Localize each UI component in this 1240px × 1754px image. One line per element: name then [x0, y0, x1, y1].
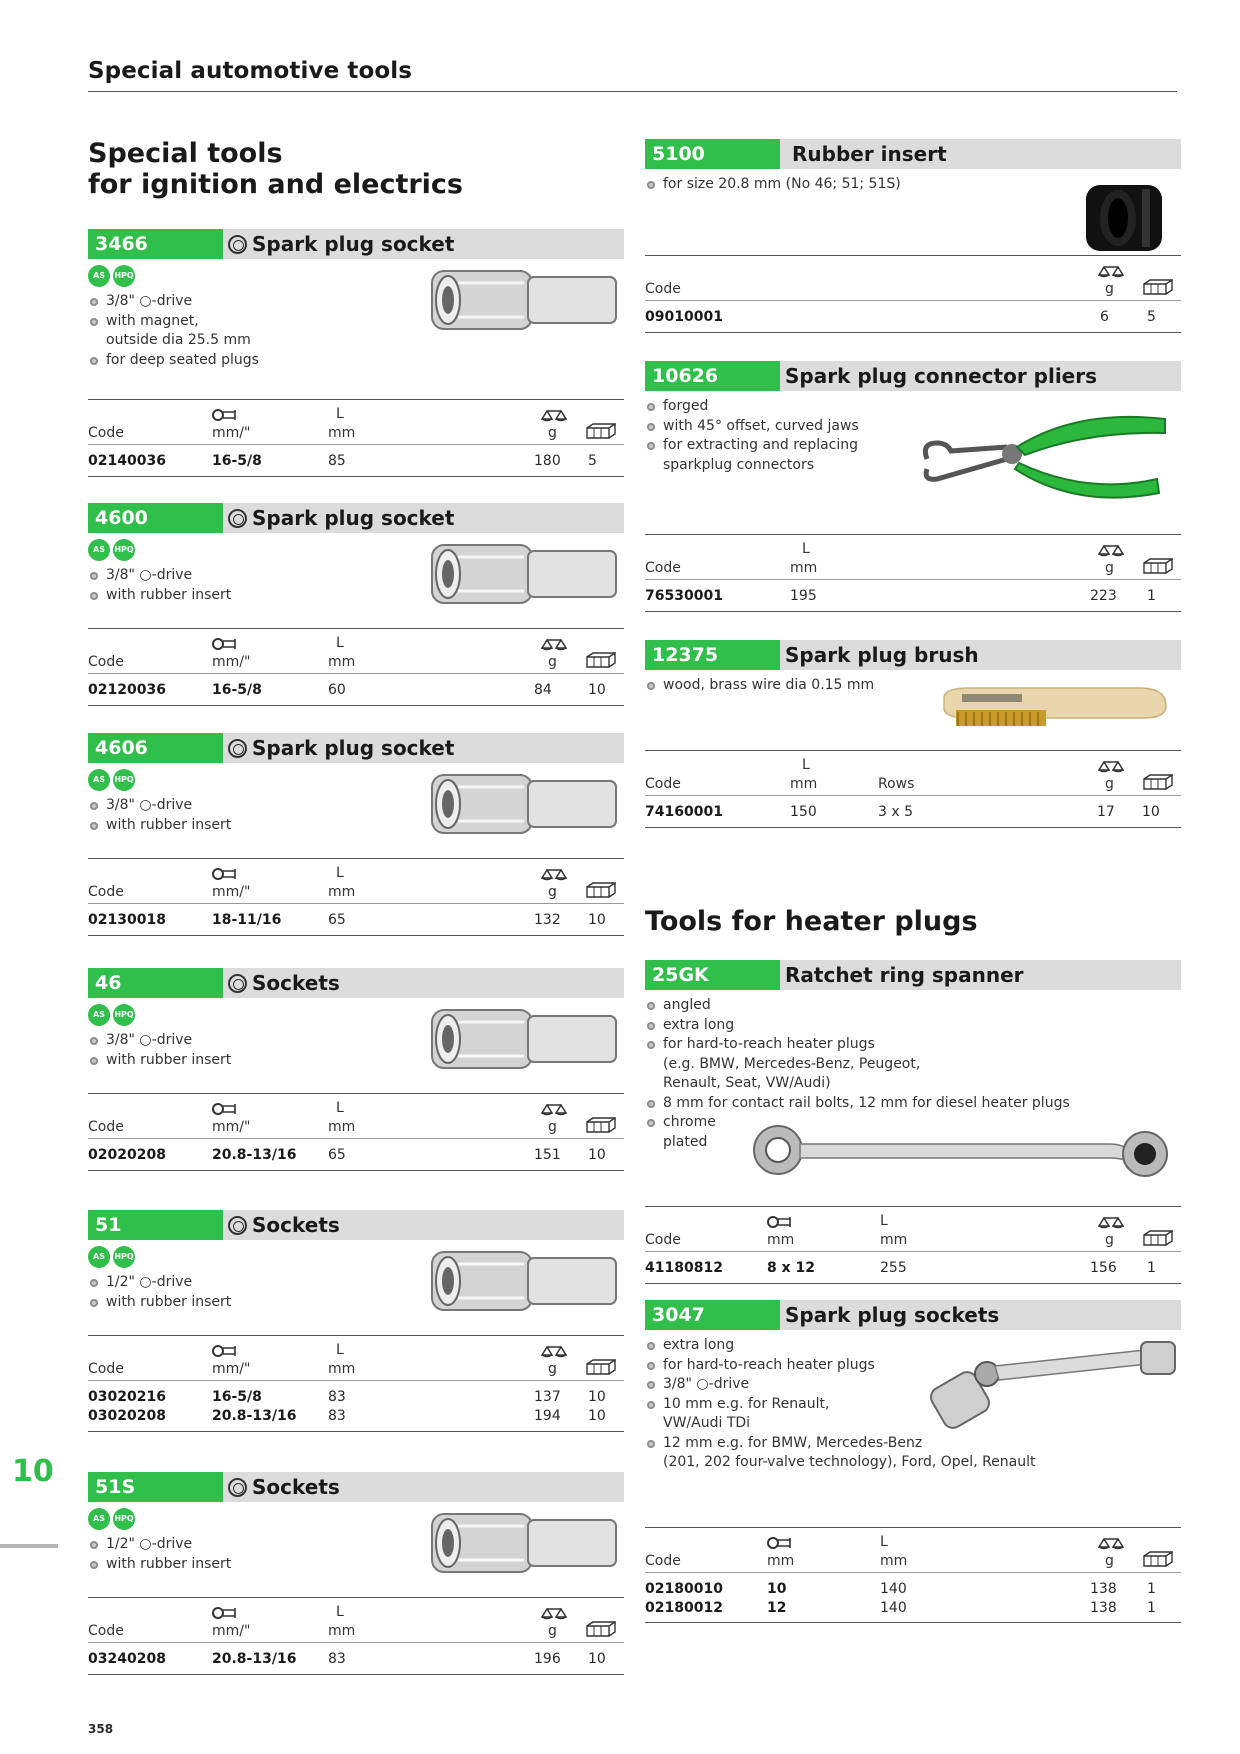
col-length-unit: mm [790, 560, 818, 576]
badge-group [88, 1508, 135, 1530]
col-weight: g [548, 1623, 557, 1639]
spec-table [645, 1527, 1181, 1623]
col-length-unit: mm [880, 1232, 908, 1248]
cell-weight: 151 [534, 1147, 561, 1163]
col-length-unit: mm [880, 1553, 908, 1569]
product-25GK [645, 960, 1181, 1280]
col-weight: g [1105, 1553, 1114, 1569]
product-title: Ratchet ring spanner [785, 963, 1024, 987]
cell-pack: 5 [1147, 309, 1156, 325]
scale-icon [1098, 1215, 1124, 1229]
socket-image [428, 539, 623, 609]
feature-item: with 45° offset, curved jaws [645, 417, 859, 437]
col-length: L [802, 757, 810, 773]
cell-length: 140 [880, 1600, 907, 1616]
socket-image [428, 265, 623, 335]
hpq-badge: HPQ [113, 539, 135, 561]
col-length: L [802, 541, 810, 557]
feature-item: with rubber insert [88, 816, 231, 836]
spec-table [88, 399, 624, 477]
col-length-unit: mm [790, 776, 818, 792]
feature-item: plated [663, 1133, 708, 1150]
feature-item: extra long [645, 1016, 1070, 1036]
product-header [88, 1472, 624, 1502]
col-length-unit: mm [328, 1623, 356, 1639]
col-length-unit: mm [328, 1361, 356, 1377]
col-weight: g [548, 425, 557, 441]
product-title [228, 503, 454, 533]
col-size: mm/" [212, 884, 251, 900]
badge-group [88, 1246, 135, 1268]
cell-length: 85 [328, 453, 346, 469]
col-weight: g [548, 1119, 557, 1135]
pliers-image [907, 399, 1177, 499]
cell-length: 65 [328, 912, 346, 928]
spark-plug-socket-extension-image [915, 1336, 1180, 1436]
feature-item: with magnet, [88, 312, 259, 332]
product-title [228, 1210, 340, 1240]
socket-size-icon [767, 1536, 791, 1550]
product-header [645, 139, 1181, 169]
cell-length: 60 [328, 682, 346, 698]
col-length-unit: mm [328, 654, 356, 670]
socket-icon [228, 509, 247, 528]
cell-pack: 10 [588, 1408, 606, 1424]
product-title [228, 229, 454, 259]
package-icon [586, 1117, 616, 1133]
rubber-insert-image [1080, 179, 1170, 257]
spec-table [88, 628, 624, 706]
col-length: L [336, 865, 344, 881]
badge-group [88, 1004, 135, 1026]
cell-size: 16-5/8 [212, 453, 262, 469]
product-number: 46 [88, 968, 223, 998]
cell-code: 03020216 [88, 1389, 166, 1405]
scale-icon [1098, 543, 1124, 557]
cell-pack: 10 [1142, 804, 1160, 820]
product-4606 [88, 733, 624, 973]
product-number: 3466 [88, 229, 223, 259]
cell-pack: 1 [1147, 1600, 1156, 1616]
package-icon [1143, 558, 1173, 574]
feature-item: (201, 202 four-valve technology), Ford, Opel, Renault [663, 1454, 1036, 1470]
hpq-badge: HPQ [113, 1246, 135, 1268]
product-title-text: Spark plug socket [252, 736, 455, 760]
scale-icon [541, 1606, 567, 1620]
product-3466 [88, 229, 624, 469]
as-drive-badge: AS [88, 1246, 110, 1268]
product-title-text: Sockets [252, 1475, 340, 1499]
socket-size-icon [212, 408, 236, 422]
feature-item: for deep seated plugs [88, 351, 259, 371]
cell-pack: 1 [1147, 588, 1156, 604]
product-header [88, 733, 624, 763]
brush-image [940, 684, 1170, 732]
cell-size: 12 [767, 1600, 787, 1616]
socket-size-icon [212, 867, 236, 881]
as-drive-badge: AS [88, 1508, 110, 1530]
chapter-marker [0, 1544, 58, 1548]
socket-size-icon [212, 1102, 236, 1116]
page-header [88, 58, 1177, 92]
spec-table [645, 255, 1181, 333]
spec-table [645, 534, 1181, 612]
cell-pack: 10 [588, 682, 606, 698]
product-header [645, 361, 1181, 391]
cell-code: 02180010 [645, 1581, 723, 1597]
product-number: 25GK [645, 960, 780, 990]
col-weight: g [548, 884, 557, 900]
cell-code: 02140036 [88, 453, 166, 469]
badge-group [88, 769, 135, 791]
product-12375 [645, 640, 1181, 840]
cell-rows: 3 x 5 [878, 804, 913, 820]
cell-size: 20.8-13/16 [212, 1651, 297, 1667]
product-title [228, 968, 340, 998]
col-weight: g [1105, 776, 1114, 792]
scale-icon [1098, 1536, 1124, 1550]
section-title-line2: for ignition and electrics [88, 169, 464, 200]
feature-item: 3/8" ○-drive [645, 1375, 1036, 1395]
as-drive-badge: AS [88, 539, 110, 561]
feature-item: VW/Audi TDi [663, 1415, 751, 1431]
col-code: Code [88, 425, 124, 441]
col-weight: g [548, 1361, 557, 1377]
socket-image [428, 1246, 623, 1316]
cell-weight: 138 [1090, 1600, 1117, 1616]
col-code: Code [88, 1623, 124, 1639]
feature-list [88, 1031, 231, 1070]
scale-icon [541, 867, 567, 881]
cell-weight: 84 [534, 682, 552, 698]
product-header [88, 968, 624, 998]
cell-length: 150 [790, 804, 817, 820]
spec-table [88, 858, 624, 936]
feature-item: forged [645, 397, 859, 417]
package-icon [1143, 279, 1173, 295]
feature-list [645, 175, 901, 195]
badge-group [88, 265, 135, 287]
cell-pack: 10 [588, 1389, 606, 1405]
cell-code: 02130018 [88, 912, 166, 928]
col-length: L [880, 1534, 888, 1550]
product-title: Spark plug connector pliers [785, 364, 1098, 388]
feature-item: Renault, Seat, VW/Audi) [663, 1075, 831, 1091]
socket-icon [228, 974, 247, 993]
col-weight: g [1105, 281, 1114, 297]
product-number: 10626 [645, 361, 780, 391]
feature-item: with rubber insert [88, 1293, 231, 1313]
feature-item: with rubber insert [88, 1555, 231, 1575]
product-title-text: Sockets [252, 1213, 340, 1237]
col-size: mm/" [212, 1119, 251, 1135]
cell-size: 10 [767, 1581, 787, 1597]
package-icon [1143, 1551, 1173, 1567]
product-header [88, 503, 624, 533]
cell-code: 03240208 [88, 1651, 166, 1667]
socket-size-icon [212, 1606, 236, 1620]
scale-icon [541, 408, 567, 422]
product-title [228, 1472, 340, 1502]
hpq-badge: HPQ [113, 265, 135, 287]
col-code: Code [88, 1119, 124, 1135]
product-title: Spark plug brush [785, 643, 979, 667]
feature-item: angled [645, 996, 1070, 1016]
section-title-ignition [88, 138, 463, 200]
col-length: L [880, 1213, 888, 1229]
socket-icon [228, 1478, 247, 1497]
cell-weight: 132 [534, 912, 561, 928]
col-length: L [336, 406, 344, 422]
cell-weight: 194 [534, 1408, 561, 1424]
cell-pack: 10 [588, 1147, 606, 1163]
product-number: 12375 [645, 640, 780, 670]
socket-size-icon [212, 637, 236, 651]
cell-code: 02020208 [88, 1147, 166, 1163]
col-code: Code [645, 776, 681, 792]
col-code: Code [88, 884, 124, 900]
as-drive-badge: AS [88, 769, 110, 791]
socket-image [428, 1508, 623, 1578]
cell-code: 02120036 [88, 682, 166, 698]
col-size: mm [767, 1553, 795, 1569]
package-icon [1143, 1230, 1173, 1246]
feature-list [88, 566, 231, 605]
col-length: L [336, 1100, 344, 1116]
col-size: mm/" [212, 425, 251, 441]
feature-item: (e.g. BMW, Mercedes-Benz, Peugeot, [663, 1055, 921, 1072]
product-title: Spark plug sockets [785, 1303, 1000, 1327]
feature-item: with rubber insert [88, 586, 231, 606]
col-code: Code [645, 281, 681, 297]
feature-item: extra long [645, 1336, 1036, 1356]
spec-table [88, 1093, 624, 1171]
spec-table [88, 1335, 624, 1432]
cell-weight: 180 [534, 453, 561, 469]
feature-item: wood, brass wire dia 0.15 mm [645, 676, 874, 696]
product-51 [88, 1210, 624, 1450]
product-4600 [88, 503, 624, 743]
package-icon [586, 882, 616, 898]
feature-item: outside dia 25.5 mm [106, 332, 251, 348]
scale-icon [1098, 264, 1124, 278]
product-number: 5100 [645, 139, 780, 169]
socket-image [428, 1004, 623, 1074]
feature-list [88, 796, 231, 835]
cell-size: 20.8-13/16 [212, 1147, 297, 1163]
product-title [228, 733, 454, 763]
cell-size: 16-5/8 [212, 1389, 262, 1405]
cell-weight: 156 [1090, 1260, 1117, 1276]
col-code: Code [88, 654, 124, 670]
feature-item: 12 mm e.g. for BMW, Mercedes-Benz [645, 1434, 1036, 1454]
col-weight: g [548, 654, 557, 670]
cell-code: 02180012 [645, 1600, 723, 1616]
chapter-number: 10 [12, 1454, 54, 1489]
product-header [645, 960, 1181, 990]
spec-table [88, 1597, 624, 1675]
feature-item: 1/2" ○-drive [88, 1535, 231, 1555]
cell-code: 09010001 [645, 309, 723, 325]
section-title-line1: Special tools [88, 138, 283, 169]
scale-icon [541, 637, 567, 651]
socket-size-icon [212, 1344, 236, 1358]
cell-weight: 196 [534, 1651, 561, 1667]
feature-list [88, 292, 259, 370]
cell-pack: 10 [588, 1651, 606, 1667]
feature-item: 8 mm for contact rail bolts, 12 mm for diesel heater plugs [645, 1094, 1070, 1114]
scale-icon [541, 1344, 567, 1358]
feature-item: 3/8" ○-drive [88, 796, 231, 816]
cell-length: 83 [328, 1389, 346, 1405]
feature-item: 1/2" ○-drive [88, 1273, 231, 1293]
cell-length: 65 [328, 1147, 346, 1163]
col-size: mm/" [212, 1623, 251, 1639]
col-code: Code [88, 1361, 124, 1377]
col-code: Code [645, 560, 681, 576]
cell-weight: 223 [1090, 588, 1117, 604]
product-header [645, 640, 1181, 670]
package-icon [1143, 774, 1173, 790]
cell-length: 140 [880, 1581, 907, 1597]
feature-item: for hard-to-reach heater plugs [645, 1356, 1036, 1376]
section-title-heater: Tools for heater plugs [645, 906, 978, 937]
col-length: L [336, 1342, 344, 1358]
cell-length: 83 [328, 1408, 346, 1424]
cell-length: 255 [880, 1260, 907, 1276]
feature-item: with rubber insert [88, 1051, 231, 1071]
cell-weight: 17 [1097, 804, 1115, 820]
col-size: mm [767, 1232, 795, 1248]
product-number: 3047 [645, 1300, 780, 1330]
product-number: 51 [88, 1210, 223, 1240]
page-title: Special automotive tools [88, 58, 413, 84]
cell-pack: 1 [1147, 1581, 1156, 1597]
feature-item: sparkplug connectors [663, 456, 815, 473]
product-header [645, 1300, 1181, 1330]
scale-icon [541, 1102, 567, 1116]
feature-list [88, 1273, 231, 1312]
col-code: Code [645, 1553, 681, 1569]
product-title-text: Sockets [252, 971, 340, 995]
col-weight: g [1105, 1232, 1114, 1248]
product-header [88, 229, 624, 259]
socket-size-icon [767, 1215, 791, 1229]
col-length-unit: mm [328, 1119, 356, 1135]
product-title-text: Spark plug socket [252, 232, 455, 256]
product-51S [88, 1472, 624, 1712]
package-icon [586, 652, 616, 668]
hpq-badge: HPQ [113, 1508, 135, 1530]
hpq-badge: HPQ [113, 1004, 135, 1026]
product-10626 [645, 361, 1181, 621]
feature-item: for extracting and replacing [645, 436, 859, 456]
product-5100 [645, 139, 1181, 339]
col-rows: Rows [878, 776, 915, 792]
cell-length: 83 [328, 1651, 346, 1667]
cell-pack: 10 [588, 912, 606, 928]
col-weight: g [1105, 560, 1114, 576]
product-46 [88, 968, 624, 1208]
feature-item: 3/8" ○-drive [88, 1031, 231, 1051]
feature-list [645, 676, 874, 696]
spec-table [645, 1206, 1181, 1284]
ratchet-spanner-image [750, 1122, 1180, 1182]
feature-item: for size 20.8 mm (No 46; 51; 51S) [645, 175, 901, 195]
socket-icon [228, 739, 247, 758]
feature-item: 10 mm e.g. for Renault, [645, 1395, 1036, 1415]
product-3047 [645, 1300, 1181, 1630]
col-length-unit: mm [328, 425, 356, 441]
feature-item: 3/8" ○-drive [88, 292, 259, 312]
cell-code: 41180812 [645, 1260, 723, 1276]
product-header [88, 1210, 624, 1240]
feature-item: chrome [645, 1113, 1070, 1133]
col-length: L [336, 1604, 344, 1620]
feature-list [88, 1535, 231, 1574]
cell-size: 20.8-13/16 [212, 1408, 297, 1424]
hpq-badge: HPQ [113, 769, 135, 791]
product-number: 4600 [88, 503, 223, 533]
socket-icon [228, 235, 247, 254]
cell-size: 18-11/16 [212, 912, 282, 928]
cell-code: 76530001 [645, 588, 723, 604]
col-length-unit: mm [328, 884, 356, 900]
cell-size: 16-5/8 [212, 682, 262, 698]
cell-code: 03020208 [88, 1408, 166, 1424]
as-drive-badge: AS [88, 1004, 110, 1026]
page-number: 358 [88, 1722, 114, 1736]
product-number: 51S [88, 1472, 223, 1502]
feature-item: 3/8" ○-drive [88, 566, 231, 586]
cell-weight: 6 [1100, 309, 1109, 325]
as-drive-badge: AS [88, 265, 110, 287]
cell-code: 74160001 [645, 804, 723, 820]
badge-group [88, 539, 135, 561]
feature-list [645, 397, 859, 475]
feature-item: for hard-to-reach heater plugs [645, 1035, 1070, 1055]
col-length: L [336, 635, 344, 651]
cell-pack: 5 [588, 453, 597, 469]
package-icon [586, 1621, 616, 1637]
col-size: mm/" [212, 1361, 251, 1377]
cell-weight: 138 [1090, 1581, 1117, 1597]
product-number: 4606 [88, 733, 223, 763]
spec-table [645, 750, 1181, 828]
cell-pack: 1 [1147, 1260, 1156, 1276]
package-icon [586, 1359, 616, 1375]
col-size: mm/" [212, 654, 251, 670]
package-icon [586, 423, 616, 439]
socket-icon [228, 1216, 247, 1235]
scale-icon [1098, 759, 1124, 773]
socket-image [428, 769, 623, 839]
cell-length: 195 [790, 588, 817, 604]
product-title-text: Spark plug socket [252, 506, 455, 530]
col-code: Code [645, 1232, 681, 1248]
cell-size: 8 x 12 [767, 1260, 816, 1276]
cell-weight: 137 [534, 1389, 561, 1405]
product-title: Rubber insert [792, 142, 947, 166]
